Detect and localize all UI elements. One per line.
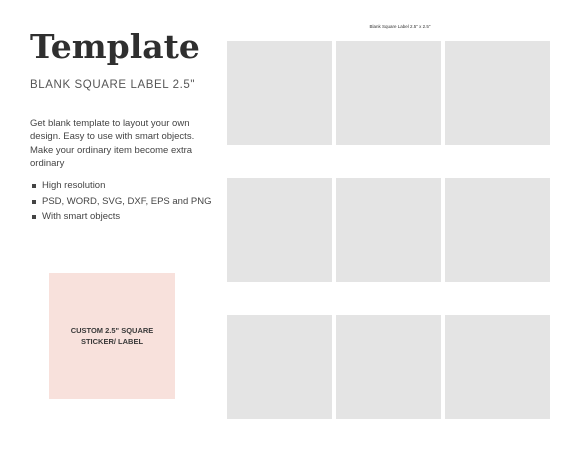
label-cell (227, 315, 332, 419)
label-cell (445, 315, 550, 419)
label-cell (227, 178, 332, 282)
feature-item (30, 178, 211, 194)
description-text: Get blank template to layout your own design. Easy to use with smart objects. Make your ordinary item become extra ordinary (30, 118, 195, 169)
sticker-preview (49, 273, 175, 399)
bullet-icon (32, 184, 36, 188)
page-title: Template (30, 27, 200, 66)
page-subtitle: BLANK SQUARE LABEL 2.5" (30, 79, 196, 91)
label-cell (336, 178, 441, 282)
bullet-icon (32, 215, 36, 219)
feature-label: With smart objects (42, 211, 121, 222)
label-cell (445, 178, 550, 282)
feature-item (30, 209, 211, 225)
feature-label: High resolution (42, 180, 106, 191)
feature-item (30, 194, 211, 210)
label-cell (445, 41, 550, 145)
sheet-label: Blank Square Label 2.5" x 2.5" (369, 24, 431, 29)
label-cell (336, 315, 441, 419)
feature-label: PSD, WORD, SVG, DXF, EPS and PNG (42, 195, 212, 207)
label-sheet-grid (227, 41, 550, 419)
label-cell (227, 41, 332, 145)
feature-list (30, 178, 211, 225)
bullet-icon (32, 200, 36, 204)
label-cell (336, 41, 441, 145)
sticker-label: CUSTOM 2.5" SQUARE STICKER/ LABEL (70, 325, 154, 346)
